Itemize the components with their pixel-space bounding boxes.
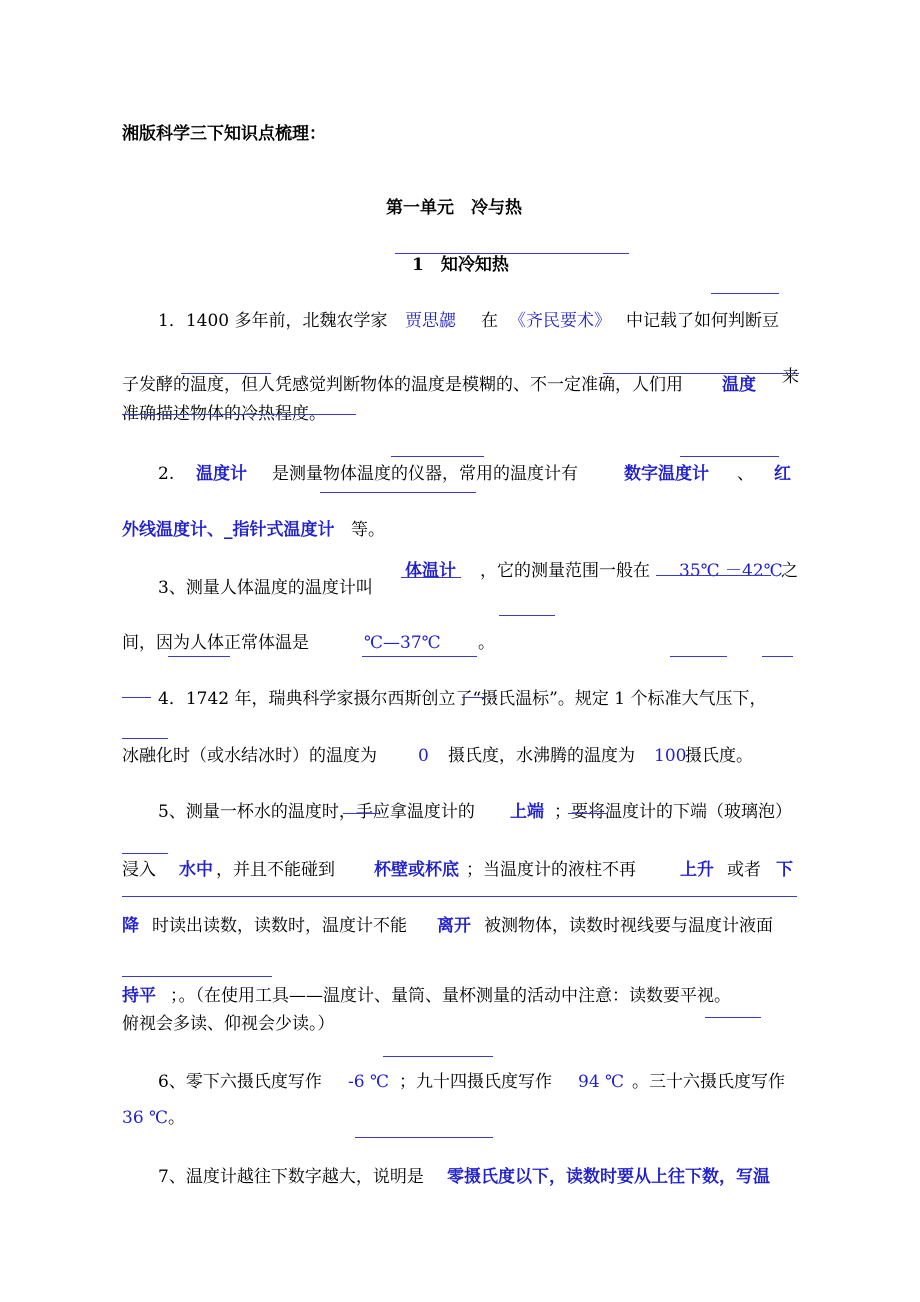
q2-answer-types: 外线温度计、_指针式温度计: [122, 520, 335, 540]
q3-answer-range: 35℃ －42℃: [679, 561, 783, 581]
q4-line2-mid: 摄氏度，水沸腾的温度为: [448, 746, 635, 766]
underline-q4-a: [122, 697, 151, 698]
q6-line1-text: 6、零下六摄氏度写作: [158, 1072, 322, 1092]
underline-q6-b: [355, 1137, 493, 1138]
underline-lesson: [395, 253, 629, 254]
q4-line2-end: 摄氏度。: [685, 746, 753, 766]
q2-line1-num: 2.: [158, 464, 175, 484]
q5-answer-chiping: 持平: [122, 986, 156, 1006]
underline-q5-b: [122, 896, 797, 897]
underline-q1-b: [603, 373, 799, 374]
q5-line2-jinru: 浸入: [122, 860, 156, 880]
q5-answer-shangduan: 上端: [510, 802, 544, 822]
underline-q5-c: [122, 976, 272, 977]
q5-answer-beibi: 杯壁或杯底: [374, 860, 459, 880]
q6-line1-end: 。三十六摄氏度写作: [632, 1072, 785, 1092]
underline-q3-c: [168, 656, 230, 657]
q2-line1-comma: 、: [737, 464, 754, 484]
strike-q1-line3: [122, 414, 356, 415]
q3-line1-mid: ，它的测量范围一般在: [480, 561, 650, 581]
q5-line2-mid: ；当温度计的液柱不再: [466, 860, 636, 880]
q2-line2-end: 等。: [351, 520, 385, 540]
q4-line1-text: 4．1742 年，瑞典科学家摄尔西斯创立了“摄氏温标”。规定 1 个标准大气压下，: [158, 689, 767, 709]
q3-line2-text: 间，因为人体正常体温是: [122, 633, 309, 653]
document-title: 湘版科学三下知识点梳理：: [122, 124, 326, 144]
underline-q3-d: [362, 656, 477, 657]
q3-line1-end: 之: [781, 561, 798, 581]
underline-q6-a: [383, 1056, 493, 1057]
underline-q2-c: [320, 492, 476, 493]
q5-answer-jiang: 降: [122, 916, 139, 936]
q1-line1-end: 中记载了如何判断豆: [626, 311, 779, 331]
q1-line1-zai: 在: [481, 311, 498, 331]
q3-answer-normal-temp: ℃—37℃: [364, 633, 441, 653]
q5-line3-text: 时读出读数，读数时，温度计不能: [152, 916, 407, 936]
q6-line1-mid: ；九十四摄氏度写作: [399, 1072, 552, 1092]
q4-line2-text: 冰融化时（或水结冰时）的温度为: [122, 746, 377, 766]
underline-q3-b: [499, 615, 555, 616]
q3-line2-end: 。: [478, 633, 495, 653]
q1-line2-lai: 来: [782, 367, 799, 387]
strike-q5-a: [343, 813, 379, 814]
q5-line4-text: ；。（在使用工具——温度计、量筒、量杯测量的活动中注意：读数要平视。: [170, 986, 731, 1006]
q3-answer-tiwenji: 体温计: [405, 561, 456, 581]
q5-line1-text: 5、测量一杯水的温度时，手应拿温度计的: [158, 802, 475, 822]
q2-answer-wenduji: 温度计: [196, 464, 247, 484]
underline-q5-d: [705, 1017, 761, 1018]
underline-q4-b: [122, 738, 168, 739]
q5-line1-end: ；要将温度计的下端（玻璃泡）: [554, 802, 792, 822]
q1-line1-text: 1．1400 多年前，北魏农学家: [158, 311, 388, 331]
q1-line2-text: 子发酵的温度，但人凭感觉判断物体的温度是模糊的、不一定准确，人们用: [122, 375, 683, 395]
q5-line3-end: 被测物体，读数时视线要与温度计液面: [484, 916, 773, 936]
q1-answer-qiminyaoshu: 《齐民要术》: [509, 311, 611, 331]
q7-line1-text: 7、温度计越往下数字越大，说明是: [158, 1167, 424, 1187]
q4-answer-hundred: 100: [654, 746, 687, 766]
q1-answer-jiasixie: 贾思勰: [405, 311, 456, 331]
q5-answer-xia: 下: [776, 860, 793, 880]
underline-q5-a: [122, 853, 168, 854]
underline-q1-a: [181, 373, 271, 374]
q7-answer-below-zero: 零摄氏度以下，读数时要从上往下数，写温: [447, 1167, 770, 1187]
q4-answer-zero: 0: [418, 746, 429, 766]
q2-answer-hong: 红: [774, 464, 791, 484]
strike-q5-b: [568, 813, 608, 814]
q2-line1-text: 是测量物体温度的仪器，常用的温度计有: [272, 464, 578, 484]
underline-q2-b: [680, 456, 779, 457]
strike-q3-range: [656, 575, 771, 576]
underline-q3-f: [762, 656, 793, 657]
q2-answer-digital: 数字温度计: [624, 464, 709, 484]
q5-line2-huozhe: 或者: [727, 860, 761, 880]
underline-q3-e: [670, 656, 727, 657]
underline-q3-a: [401, 577, 461, 578]
q6-line2-end: 。: [168, 1108, 185, 1128]
lesson-title: 1 知冷知热: [412, 255, 509, 275]
strike-q4: [462, 697, 486, 698]
q6-answer-thirtysix: 36 ℃: [122, 1108, 169, 1128]
q5-line5-text: 俯视会多读、仰视会少读。）: [122, 1014, 335, 1034]
underline-q1-top: [711, 293, 779, 294]
q1-answer-wendu: 温度: [722, 375, 756, 395]
q5-answer-likai: 离开: [437, 916, 471, 936]
q3-line1-text: 3、测量人体温度的温度计叫: [158, 578, 373, 598]
q5-answer-shuizhong: 水中: [179, 860, 213, 880]
q6-answer-ninetyfour: 94 ℃: [578, 1072, 625, 1092]
q1-line3-text: 准确描述物体的冷热程度。: [122, 404, 326, 424]
q5-answer-shangsheng: 上升: [680, 860, 714, 880]
unit-title: 第一单元 冷与热: [386, 198, 522, 218]
q6-answer-minus-six: -6 ℃: [348, 1072, 389, 1092]
underline-q2-a: [391, 456, 484, 457]
q5-line2-text: ，并且不能碰到: [216, 860, 335, 880]
